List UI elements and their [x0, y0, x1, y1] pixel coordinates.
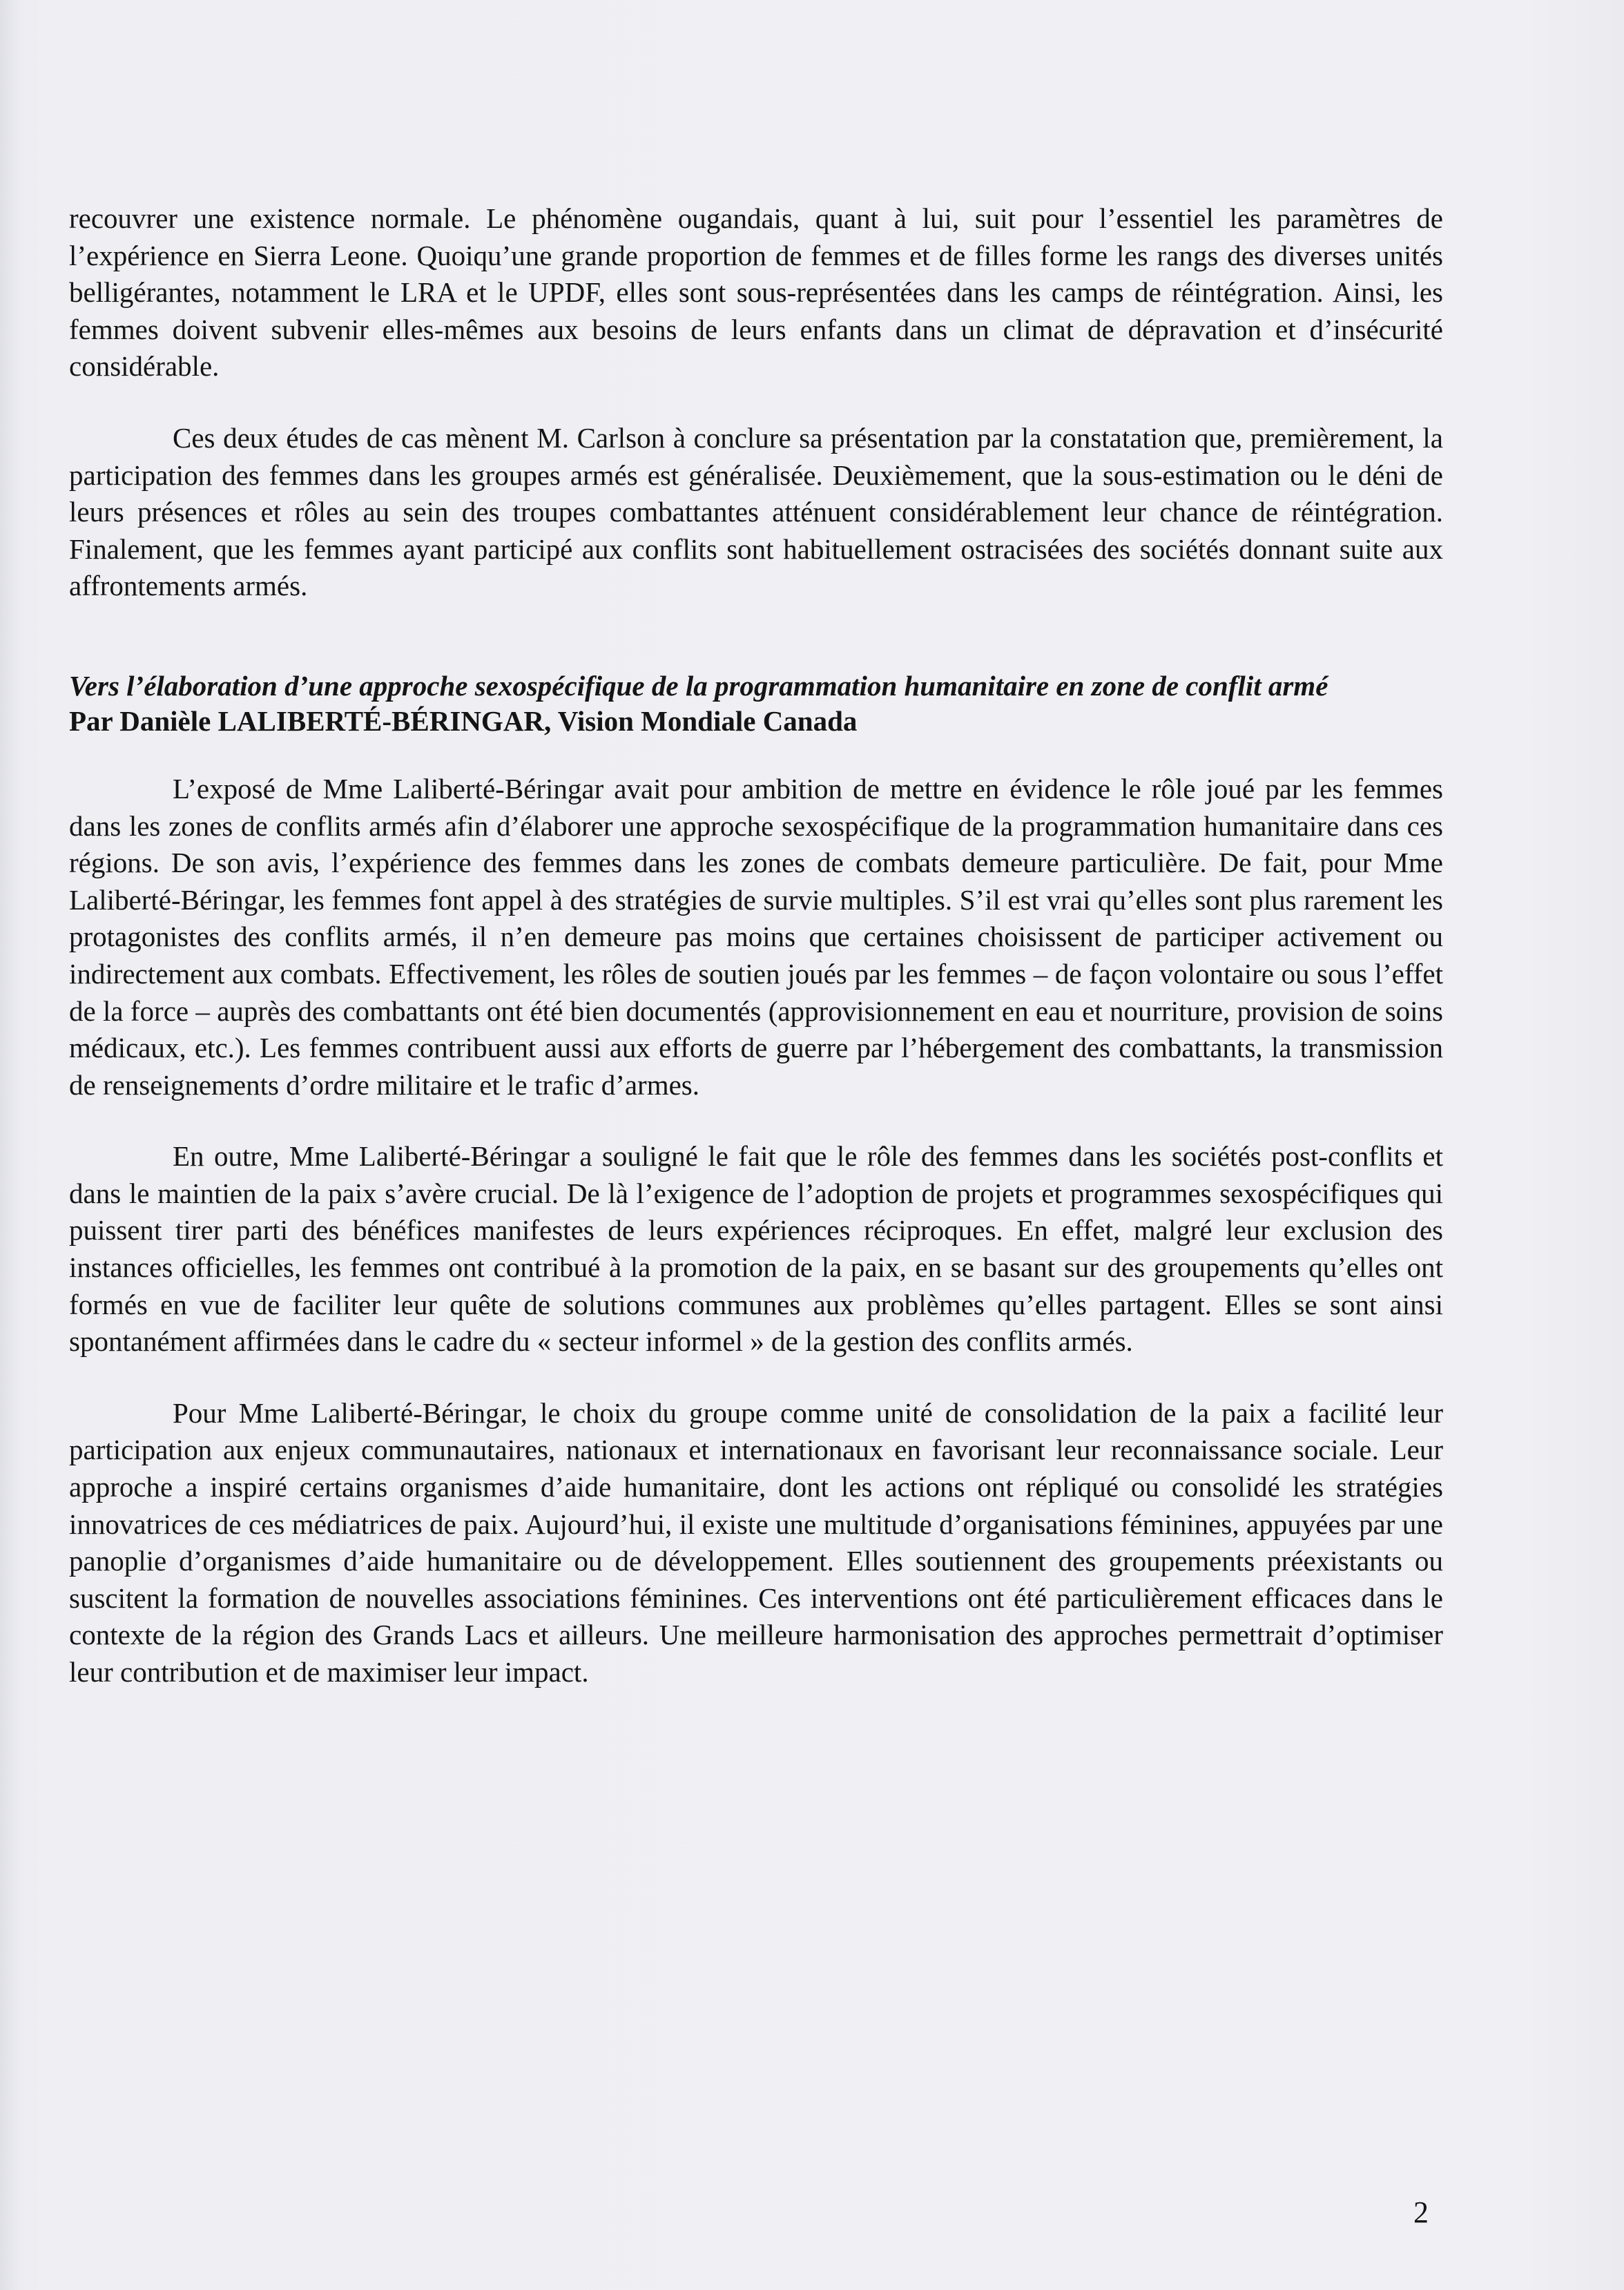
- paragraph-expose: L’exposé de Mme Laliberté-Béringar avait pour ambition de mettre en évidence le rôle joué par les femmes dans les zones de conflits armés afin d’élaborer une approche sexospécifique de la programmation humanitaire dans ces régions. De son avis, l’expérience des femmes dans les zones de combats demeure particulière. De fait, pour Mme Laliberté-Béringar, les femmes font appel à des stratégies de survie multiples. S’il est vrai qu’elles sont plus rarement les protagonistes des conflits armés, il n’en demeure pas moins que certaines choisissent de participer activement ou indirectement aux combats. Effectivement, les rôles de soutien joués par les femmes – de façon volontaire ou sous l’effet de la force – auprès des combattants ont été bien documentés (approvisionnement en eau et nourriture, provision de soins médicaux, etc.). Les femmes contribuent aussi aux efforts de guerre par l’hébergement des combattants, la transmission de renseignements d’ordre militaire et le trafic d’armes.: [69, 772, 1443, 1101]
- page-content: [69, 200, 1443, 1691]
- page-number: 2: [1413, 2195, 1429, 2229]
- paragraph-carlson-conclusion: Ces deux études de cas mènent M. Carlson à conclure sa présentation par la constatation que, premièrement, la participation des femmes dans les groupes armés est généralisée. Deuxièmement, que la sous-estimation ou le déni de leurs présences et rôles au sein des troupes combattantes atténuent considérablement leur chance de réintégration. Finalement, que les femmes ayant participé aux conflits sont habituellement ostracisées des sociétés donnant suite aux affrontements armés.: [69, 421, 1443, 602]
- paragraph-post-conflits: En outre, Mme Laliberté-Béringar a souligné le fait que le rôle des femmes dans les sociétés post-conflits et dans le maintien de la paix s’avère crucial. De là l’exigence de l’adoption de projets et programmes sexospécifiques qui puissent tirer parti des bénéfices manifestes de leurs expériences réciproques. En effet, malgré leur exclusion des instances officielles, les femmes ont contribué à la promotion de la paix, en se basant sur des groupements qu’elles ont formés en vue de faciliter leur quête de solutions communes aux problèmes qu’elles partagent. Elles se sont ainsi spontanément affirmées dans le cadre du « secteur informel » de la gestion des conflits armés.: [69, 1140, 1443, 1358]
- section-title: Vers l’élaboration d’une approche sexospécifique de la programmation humanitaire en zone de conflit armé: [69, 669, 1328, 702]
- paragraph-continuation: recouvrer une existence normale. Le phénomène ougandais, quant à lui, suit pour l’essentiel les paramètres de l’expérience en Sierra Leone. Quoiqu’une grande proportion de femmes et de filles forme les rangs des diverses unités belligérantes, notamment le LRA et le UPDF, elles sont sous-représentées dans les camps de réintégration. Ainsi, les femmes doivent subvenir elles-mêmes aux besoins de leurs enfants dans un climat de dépravation et d’insécurité considérable.: [69, 202, 1443, 383]
- paragraph-groupe-consolidation: Pour Mme Laliberté-Béringar, le choix du groupe comme unité de consolidation de la paix a facilité leur participation aux enjeux communautaires, nationaux et internationaux en favorisant leur reconnaissance sociale. Leur approche a inspiré certains organismes d’aide humanitaire, dont les actions ont répliqué ou consolidé les stratégies innovatrices de ces médiatrices de paix. Aujourd’hui, il existe une multitude d’organisations féminines, appuyées par une panoplie d’organismes d’aide humanitaire ou de développement. Elles soutiennent des groupements préexistants ou suscitent la formation de nouvelles associations féminines. Ces interventions ont été particulièrement efficaces dans le contexte de la région des Grands Lacs et ailleurs. Une meilleure harmonisation des approches permettrait d’optimiser leur contribution et de maximiser leur impact.: [69, 1396, 1443, 1688]
- section-byline: Par Danièle LALIBERTÉ-BÉRINGAR, Vision Mondiale Canada: [69, 704, 858, 737]
